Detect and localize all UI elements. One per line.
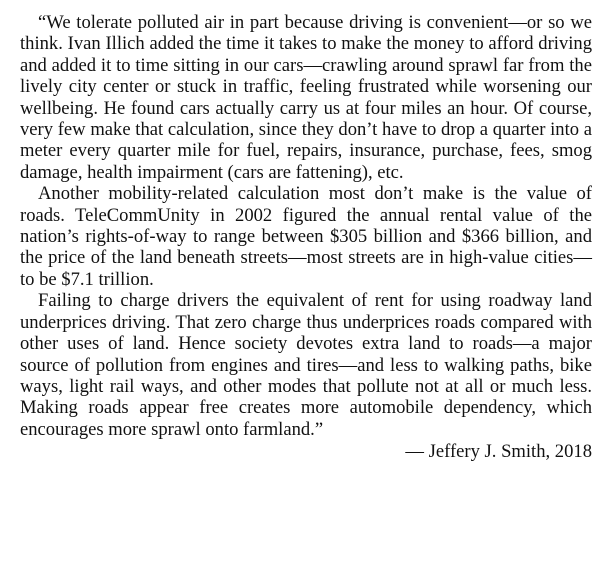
quote-block — [20, 12, 592, 463]
quote-paragraph-3: Failing to charge drivers the equivalent of rent for using roadway land underprices driving. That zero charge thus underprices roads compared with other uses of land. Hence society devotes extra land to roads—a major source of pollution from engines and tires—and less to walking paths, bike ways, light rail ways, and other modes that pollute not at all or much less. Making roads appear free creates more automobile dependency, which encourages more sprawl onto farmland.” — [20, 290, 592, 440]
quote-paragraph-1: “We tolerate polluted air in part because driving is convenient—or so we think. Ivan Illich added the time it takes to make the money to afford driving and added it to time sitting in our cars—crawling around sprawl far from the lively city center or stuck in traffic, feeling frustrated while worsening our wellbeing. He found cars actually carry us at four miles an hour. Of course, very few make that calculation, since they don’t have to drop a quarter into a meter every quarter mile for fuel, repairs, insurance, purchase, fees, smog damage, health impairment (cars are fattening), etc. — [20, 12, 592, 183]
quote-attribution: — Jeffery J. Smith, 2018 — [405, 441, 592, 463]
quote-paragraph-2: Another mobility-related calculation most don’t make is the value of roads. TeleCommUnity in 2002 figured the annual rental value of the nation’s rights-of-way to range between $305 billion and $366 billion, and the price of the land beneath streets—most streets are in high-value cities—to be $7.1 trillion. — [20, 183, 592, 290]
